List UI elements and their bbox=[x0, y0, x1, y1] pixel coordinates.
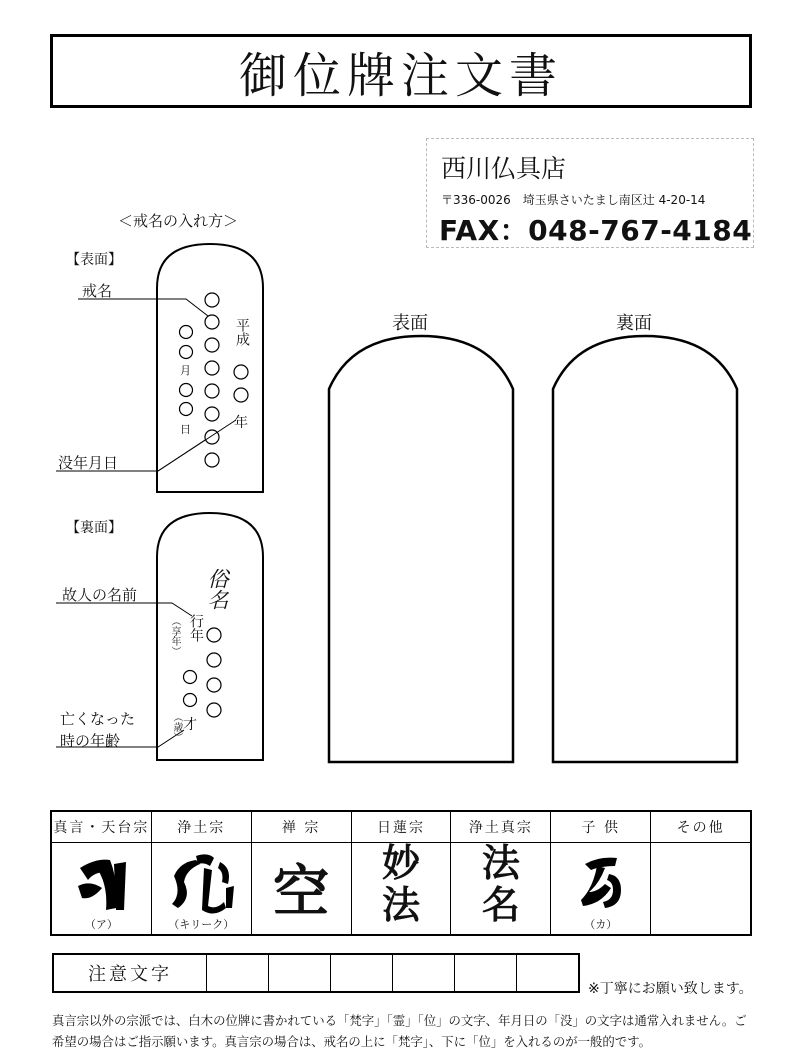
sect-reading: （カ） bbox=[584, 918, 618, 931]
sect-cell-jodo[interactable] bbox=[152, 842, 252, 934]
month-label: 月 bbox=[180, 364, 191, 377]
sect-reading: （キリーク） bbox=[168, 918, 235, 931]
sect-glyph-row bbox=[52, 842, 750, 934]
zokumyo-label: 俗名 bbox=[205, 568, 229, 610]
kyonen-label: （享年） bbox=[169, 616, 180, 656]
sect-reading: （ア） bbox=[84, 918, 118, 931]
day-label: 日 bbox=[180, 423, 191, 436]
age-label-1: 亡くなった bbox=[60, 710, 136, 728]
kaimyo-label: 戒名 bbox=[82, 282, 113, 300]
note-cell[interactable] bbox=[207, 955, 269, 991]
sect-name: 浄土宗 bbox=[152, 812, 252, 842]
front-tag: 【表面】 bbox=[66, 252, 122, 268]
heisei-label: 平成 bbox=[234, 318, 250, 346]
gyonen-label: 行年 bbox=[188, 614, 204, 642]
sai-label: 才 bbox=[183, 717, 197, 733]
bonji-kiriku-icon bbox=[166, 848, 238, 916]
year-circles bbox=[234, 365, 248, 402]
sect-cell-shingon[interactable] bbox=[52, 842, 152, 934]
sect-glyph: 法名 bbox=[481, 840, 520, 927]
note-box bbox=[52, 953, 580, 993]
note-cell[interactable] bbox=[517, 955, 578, 991]
front-tablet bbox=[329, 336, 513, 762]
sect-cell-child[interactable] bbox=[551, 842, 651, 934]
note-cell[interactable] bbox=[331, 955, 393, 991]
sect-table bbox=[50, 810, 752, 936]
sect-name: 浄土真宗 bbox=[451, 812, 551, 842]
sect-cell-jodoshin[interactable] bbox=[451, 842, 551, 934]
year-label: 年 bbox=[234, 415, 248, 431]
sect-header-row bbox=[52, 812, 750, 843]
sect-name: 日蓮宗 bbox=[352, 812, 452, 842]
sai-paren-label: （歳） bbox=[171, 712, 182, 742]
sect-name: 真言・天台宗 bbox=[52, 812, 152, 842]
note-cell[interactable] bbox=[393, 955, 455, 991]
page-title: 御位牌注文書 bbox=[238, 47, 563, 104]
kaimyo-circles bbox=[205, 293, 219, 467]
shop-address: 〒336-0026 埼玉県さいたまし南区辻 4-20-14 bbox=[441, 193, 706, 207]
back-tag: 【裏面】 bbox=[66, 520, 122, 536]
sect-name: その他 bbox=[676, 820, 725, 836]
bonji-a-icon bbox=[76, 850, 128, 914]
death-date-label: 没年月日 bbox=[58, 454, 119, 472]
back-tablet-label: 裏面 bbox=[616, 313, 652, 334]
sect-glyph: 空 bbox=[273, 859, 330, 925]
deceased-name-label: 故人の名前 bbox=[62, 586, 138, 604]
sect-glyph: 妙法 bbox=[381, 840, 420, 927]
bonji-ka-icon bbox=[579, 848, 627, 912]
shop-name: 西川仏具店 bbox=[441, 154, 567, 183]
polite-note: ※丁寧にお願い致します。 bbox=[588, 981, 753, 997]
note-cell[interactable] bbox=[455, 955, 517, 991]
age-label-2: 時の年齢 bbox=[60, 732, 121, 750]
sect-cell-zen[interactable] bbox=[252, 842, 352, 934]
back-tablet bbox=[553, 336, 737, 762]
shop-fax: FAX：048-767-4184 bbox=[439, 214, 753, 247]
guide-heading: ＜戒名の入れ方＞ bbox=[118, 212, 239, 230]
sect-name: 禅 宗 bbox=[252, 812, 352, 842]
note-cell[interactable] bbox=[269, 955, 331, 991]
front-tablet-label: 表面 bbox=[392, 313, 428, 334]
sect-cell-nichiren[interactable] bbox=[352, 842, 452, 934]
sect-cell-other[interactable] bbox=[651, 842, 750, 934]
sect-name: 子 供 bbox=[551, 812, 651, 842]
footer-text: 真言宗以外の宗派では、白木の位牌に書かれている「梵字」「霊」「位」の文字、年月日の「没」の文字は通常入れません。ご希望の場合はご指示願います。真言宗の場合は、戒名の上に「梵字」、下に「位」を入れるのが一般的です。 bbox=[52, 1013, 747, 1049]
note-label: 注意文字 bbox=[54, 955, 207, 991]
